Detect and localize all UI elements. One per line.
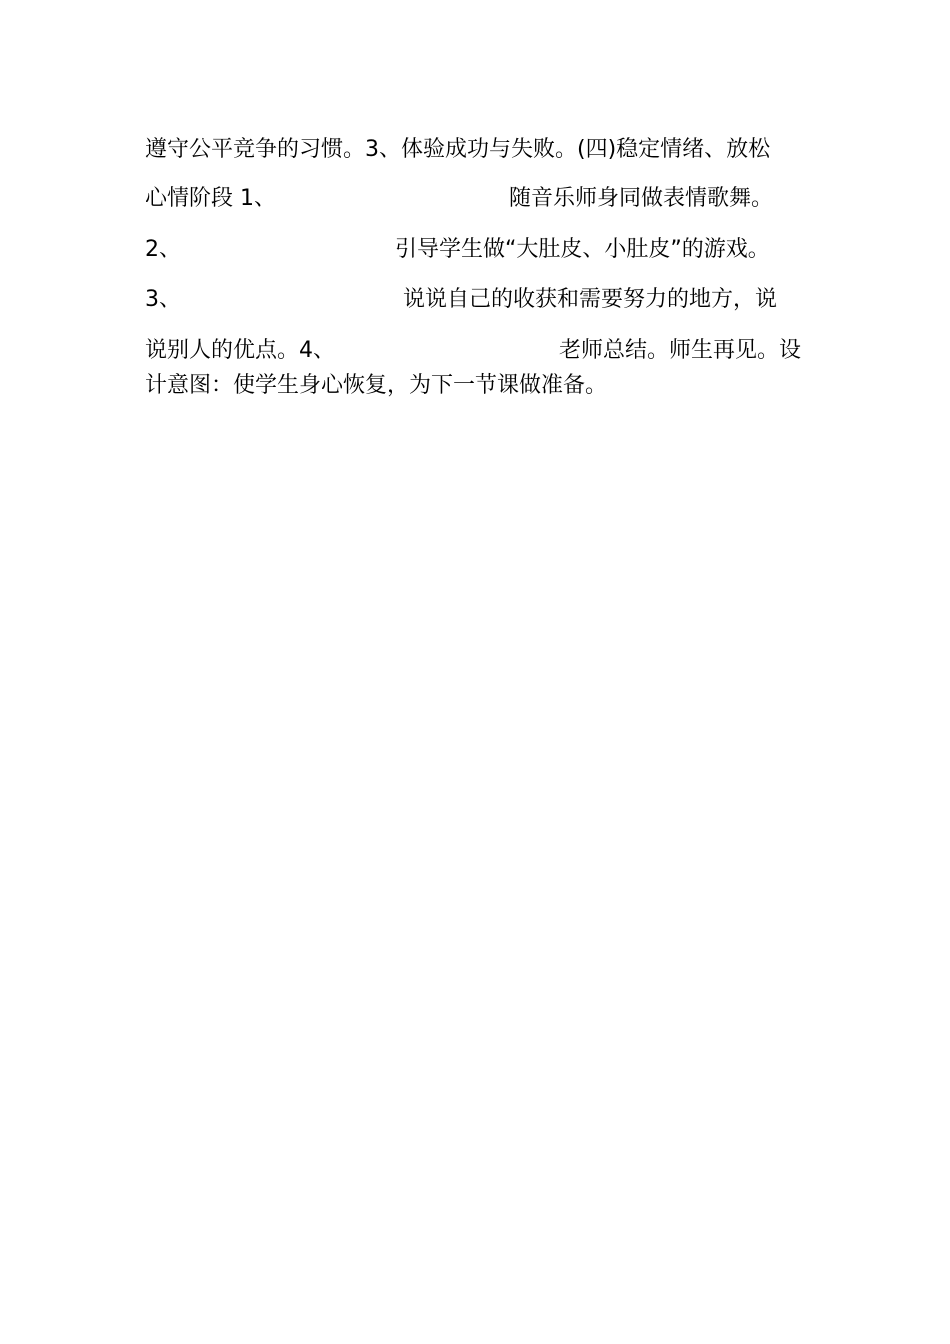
text-line-5-left: 说别人的优点。4、 [145, 338, 335, 363]
text-line-2 [145, 184, 807, 214]
text-line-6 [145, 371, 807, 401]
text-line-1 [145, 135, 807, 165]
text-line-5 [145, 336, 807, 366]
text-line-5-right: 老师总结。师生再见。设 [559, 338, 802, 363]
text-line-3-right: 引导学生做“大肚皮、小肚皮”的游戏。 [395, 237, 770, 262]
text-line-4 [145, 285, 807, 315]
text-line-2-left: 心情阶段 1、 [145, 186, 276, 211]
text-line-4-left: 3、 [145, 287, 181, 312]
text-line-3 [145, 235, 807, 265]
text-line-4-right: 说说自己的收获和需要努力的地方，说 [403, 287, 778, 312]
text-line-2-right: 随音乐师身同做表情歌舞。 [509, 186, 774, 211]
text-line-6-content: 计意图：使学生身心恢复，为下一节课做准备。 [145, 373, 608, 398]
text-line-3-left: 2、 [145, 237, 181, 262]
text-line-1-content: 遵守公平竞争的习惯。3、体验成功与失败。(四)稳定情绪、放松 [145, 137, 771, 162]
